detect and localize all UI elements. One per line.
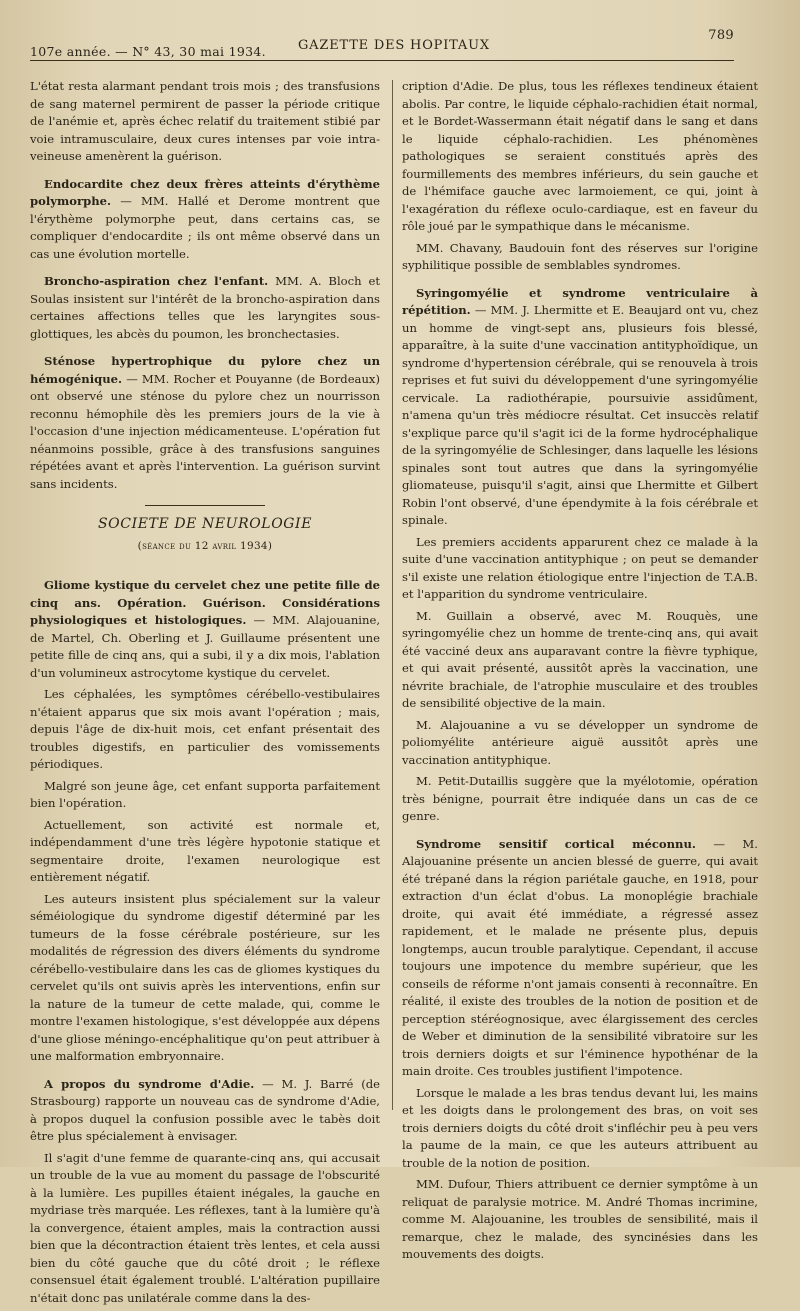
article-syringomyelie (402, 285, 758, 530)
article-text: — MM. Hallé et Derome montrent que l'érythème polymorphe peut, dans certains cas, se compliquer d'endocardite ; ils ont même observé dans un cas une évolution mortelle. (30, 194, 380, 261)
article-text: — M. Alajouanine présente un ancien blessé de guerre, qui avait été trépané dans la région pariétale gauche, en 1918, pour extraction d'un éclat d'obus. La monoplégie brachiale droite, qui avait été immédiate, a régressé assez rapidement, et le malade ne présente plus, depuis longtemps, aucun trouble paralytique. Cependant, il accuse toujours une impotence du membre supérieur, que les conseils de réforme n'ont jamais consenti à reconnaître. En réalité, il existe des troubles de la notion de position et de perception stéréognosique, avec élargissement des cercles de Weber et diminution de la sensibilité vibratoire sur les trois derniers doigts et sur l'éminence hypothénar de la main droite. Ces troubles justifient l'impotence. (402, 836, 758, 1078)
issue-info: 107e année. — N° 43, 30 mai 1934. (30, 44, 266, 59)
section-subtitle: (séance du 12 avril 1934) (137, 539, 273, 552)
article-text: — MM. Alajouanine, de Martel, Ch. Oberling et J. Guillaume présentent une petite fille de cinq ans, qui a subi, il y a dix mois, l'ablation d'un volumineux astrocytome kystique du cervelet. (30, 613, 381, 680)
article-syndrome-sensitif (402, 836, 758, 1081)
article-title: Broncho-aspiration chez l'enfant. (44, 274, 269, 288)
paragraph: Il s'agit d'une femme de quarante-cinq ans, qui accusait un trouble de la vue au moment du passage de l'obscurité à la lumière. Les pupilles étaient inégales, la gauche en mydriase très marquée. Les réflexes, tant à la lumière qu'à la convergence, étaient amples, mais la contraction aussi bien que la décontraction étaient très lentes, et cela aussi bien du côté gauche que du côté droit ; le réflexe consensuel était également troublé. L'altération pupillaire n'était donc pas unilatérale comme dans la des- (30, 1150, 380, 1305)
column-divider (392, 80, 393, 1110)
article-text: — M. J. Barré (de Strasbourg) rapporte un nouveau cas de syndrome d'Adie, à propos duquel la confusion possible avec le tabès doit être plus spécialement à envisager. (30, 1076, 381, 1143)
paragraph: Les auteurs insistent plus spécialement sur la valeur séméiologique du syndrome digestif déterminé par les tumeurs de la fosse cérébrale postérieure, sur les modalités de régression des divers éléments du syndrome cérébello-vestibulaire dans les cas de gliomes kystiques du cervelet qu'ils ont suivis après les interventions, enfin sur la nature de la tumeur de cette malade, qui, comme le montre l'examen histologique, s'est développée aux dépens d'une gliose méningo-encéphalitique qu'on peut attribuer à une malformation embryonnaire. (30, 891, 380, 1063)
article-text: MM. A. Bloch et Soulas insistent sur l'intérêt de la broncho-aspiration dans certaines affections telles que les laryngites sous-glottiques, les abcès du poumon, les bronchectasies. (30, 274, 381, 341)
paragraph: M. Alajouanine a vu se développer un syndrome de poliomyélite antérieure aiguë aussitôt après une vaccination antityphique. (402, 717, 758, 767)
page-number: 789 (708, 28, 734, 43)
paragraph: cription d'Adie. De plus, tous les réflexes tendineux étaient abolis. Par contre, le liquide céphalo-rachidien était normal, et le Bordet-Wassermann était négatif dans le sang et dans le liquide céphalo-rachidien. Les phénomènes pathologiques se seraient constitués après des fourmillements des membres inférieurs, du sein gauche et de l'hémiface gauche avec larmoiement, ce qui, joint à l'exagération du réflexe oculo-cardiaque, est en faveur du rôle joué par le sympathique dans le mécanisme. (402, 79, 758, 233)
right-column (402, 78, 758, 1268)
article-title: Gliome kystique du cervelet chez une petite fille de cinq ans. Opération. Guérison. Considérations physiologiques et histologiques. (30, 578, 380, 627)
article-title: Sténose hypertrophique du pylore chez un hémogénique. (30, 354, 380, 386)
paragraph: M. Guillain a observé, avec M. Rouquès, une syringomyélie chez un homme de trente-cinq ans, qui avait été vacciné deux ans auparavant contre la fièvre typhique, et qui avait présenté, aussitôt après la vaccination, une névrite brachiale, de l'atrophie musculaire et des troubles de sensibilité objective de la main. (402, 608, 758, 710)
paragraph: MM. Chavany, Baudouin font des réserves sur l'origine syphilitique possible de semblables syndromes. (402, 240, 758, 272)
article-gliome (30, 577, 380, 682)
header-rule (30, 60, 734, 61)
article-syndrome-adie (30, 1076, 380, 1146)
paragraph: M. Petit-Dutaillis suggère que la myélotomie, opération très bénigne, pourrait être indiquée dans un cas de ce genre. (402, 774, 758, 823)
section-divider (145, 505, 265, 506)
paragraph: Lorsque le malade a les bras tendus devant lui, les mains et les doigts dans le prolongement des bras, on voit ses trois derniers doigts du côté droit s'infléchir peu à peu vers la paume de la main, ce que les auteurs attribuent au trouble de la notion de position. (402, 1085, 758, 1170)
article-stenose-pylore (30, 353, 380, 493)
article-title: Syringomyélie et syndrome ventriculaire à répétition. (402, 285, 758, 317)
article-endocardite (30, 176, 380, 264)
left-column (30, 78, 380, 1311)
article-title: Syndrome sensitif cortical méconnu. (416, 836, 696, 851)
paragraph: MM. Dufour, Thiers attribuent ce dernier symptôme à un reliquat de paralysie motrice. M. André Thomas incrimine, comme M. Alajouanine, les troubles de sensibilité, mais il remarque, chez le malade, des syncinésies dans les mouvements des doigts. (402, 1177, 758, 1261)
article-broncho-aspiration (30, 273, 380, 343)
paragraph: Malgré son jeune âge, cet enfant supporta parfaitement bien l'opération. (30, 778, 380, 810)
article-text: — MM. J. Lhermitte et E. Beaujard ont vu, chez un homme de vingt-sept ans, plusieurs fois blessé, apparaître, à la suite d'une vaccination antityphoïdique, un syndrome d'hypertension cérébrale, qui se renouvela à trois reprises et fut suivi du développement d'une syringomyélie cervicale. La radiothérapie, poursuivie assidûment, n'amena qu'un très médiocre résultat. Cet insuccès relatif s'explique parce qu'il s'agit ici de la forme hydrocéphalique de la syringomyélie de Schlesinger, dans laquelle les lésions spinales sont tout autres que dans la syringomyélie gliomateuse, puisqu'il s'agit, ainsi que Lhermitte et Gilbert Robin l'ont observé, d'une épendymite à la fois cérébrale et spinale. (402, 303, 758, 527)
page-header (30, 28, 734, 62)
article-title: A propos du syndrome d'Adie. (44, 1076, 255, 1091)
paragraph: Les premiers accidents apparurent chez ce malade à la suite d'une vaccination antityphique ; on peut se demander s'il existe une relation étiologique entre l'injection de T.A.B. et l'apparition du syndrome ventriculaire. (402, 534, 758, 601)
paragraph: L'état resta alarmant pendant trois mois ; des transfusions de sang maternel permirent de passer la période critique de l'anémie et, après échec relatif du traitement stibié par voie intramusculaire, deux cures intenses par voie intra-veineuse amenèrent la guérison. (30, 79, 380, 163)
paragraph: Actuellement, son activité est normale et, indépendamment d'une très légère hypotonie statique et segmentaire droite, l'examen neurologique est entièrement négatif. (30, 817, 380, 884)
paragraph: Les céphalées, les symptômes cérébello-vestibulaires n'étaient apparus que six mois avant l'opération ; mais, depuis l'âge de dix-huit mois, cet enfant présentait des troubles digestifs, en particulier des vomissements périodiques. (30, 687, 380, 771)
article-title: Endocardite chez deux frères atteints d'érythème polymorphe. (30, 176, 380, 208)
article-text: — MM. Rocher et Pouyanne (de Bordeaux) ont observé une sténose du pylore chez un nourrisson reconnu hémophile dès les premiers jours de la vie à l'occasion d'une injection médicamenteuse. L'opération fut néanmoins possible, grâce à des transfusions sanguines répétées avant et après l'intervention. La guérison survint sans incidents. (30, 371, 380, 491)
section-title: SOCIETE DE NEUROLOGIE (97, 516, 313, 532)
journal-title: GAZETTE DES HOPITAUX (298, 38, 490, 53)
